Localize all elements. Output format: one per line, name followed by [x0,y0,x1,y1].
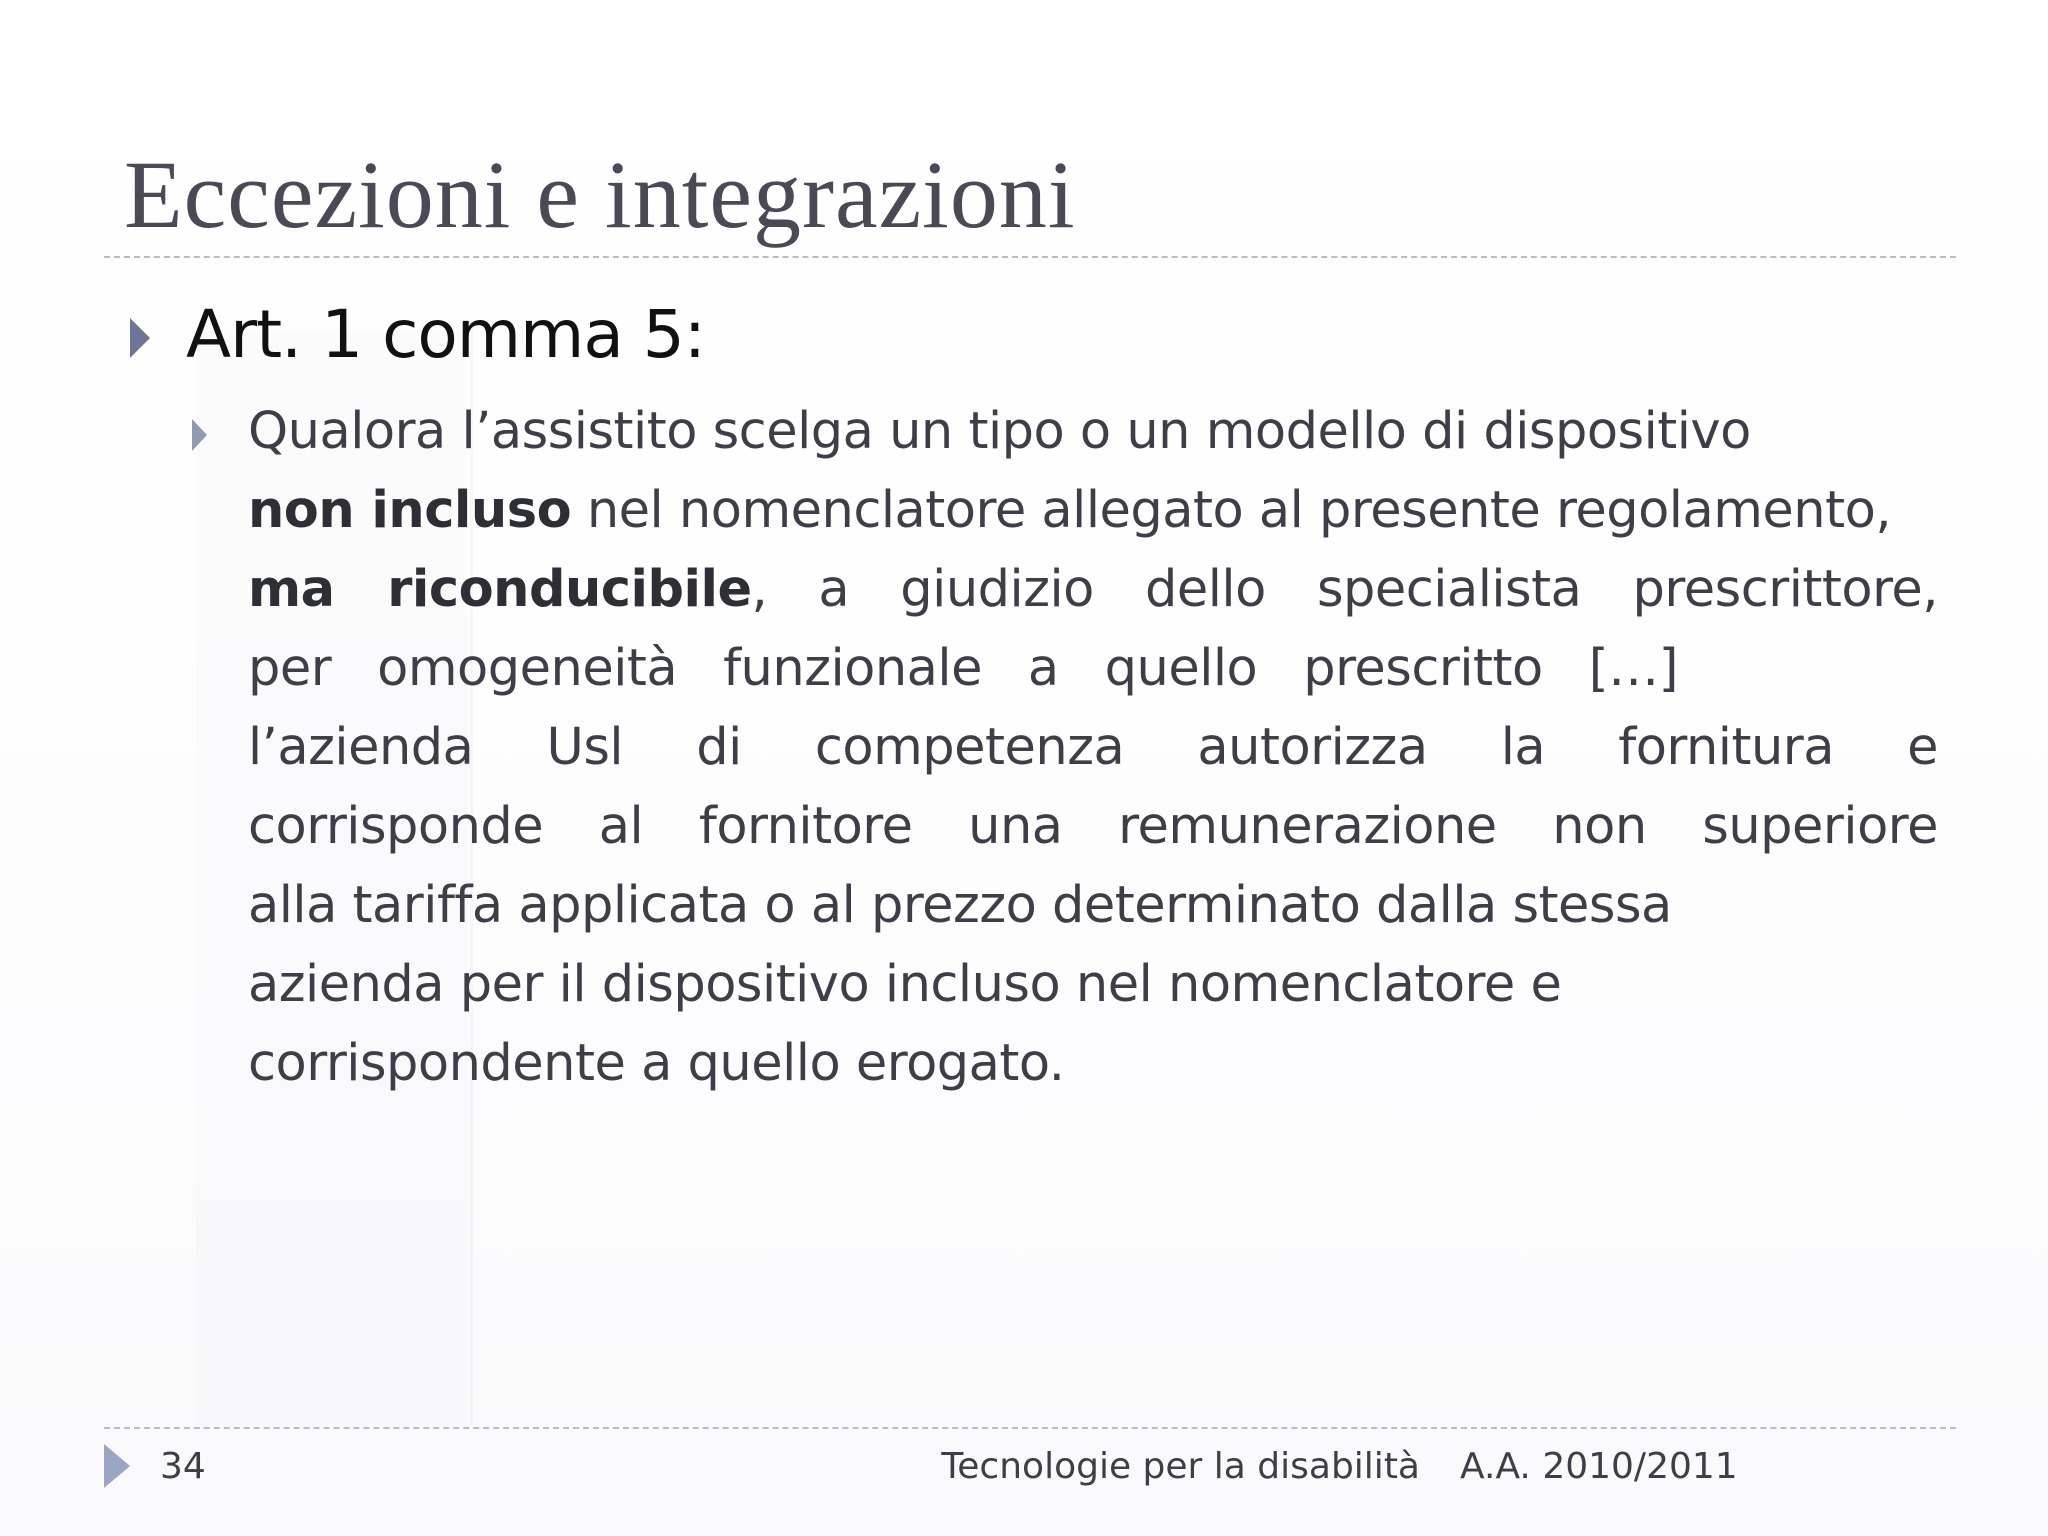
footer-course-title: Tecnologie per la disabilità [941,1446,1420,1487]
footer-arrow-icon [104,1444,130,1488]
slide-title: Eccezioni e integrazioni [124,141,1076,248]
paragraph-line: alla tariffa applicata o al prezzo determinato dalla stessa [248,876,1672,935]
sub-bullet-triangle-icon [192,419,207,451]
paragraph-line [248,471,1938,550]
paragraph-line: l’azienda Usl di competenza autorizza la fornitura e [248,718,1938,777]
footer-divider [104,1427,1956,1429]
paragraph-line: Qualora l’assistito scelga un tipo o un modello di dispositivo [248,402,1751,461]
paragraph-line: corrisponde al fornitore una remunerazione non superiore [248,797,1938,856]
emphasis-ma-riconducibile: ma riconducibile [248,560,752,619]
emphasis-non-incluso: non incluso [248,481,572,540]
paragraph-line [248,550,1938,629]
paragraph-line: per omogeneità funzionale a quello prescritto […] [248,639,1678,698]
title-divider [104,256,1956,258]
paragraph-line-text: nel nomenclatore allegato al presente regolamento, [571,481,1892,540]
paragraph-line-text: , a giudizio dello specialista prescrittore, [751,560,1939,619]
sub-bullet-paragraph [248,392,1938,1103]
bullet-triangle-icon [130,318,150,358]
paragraph-line: corrispondente a quello erogato. [248,1034,1065,1093]
page-number: 34 [160,1446,206,1487]
paragraph-line: azienda per il dispositivo incluso nel nomenclatore e [248,955,1562,1014]
bullet-level1-text: Art. 1 comma 5: [186,296,705,373]
footer-academic-year: A.A. 2010/2011 [1460,1446,1738,1487]
